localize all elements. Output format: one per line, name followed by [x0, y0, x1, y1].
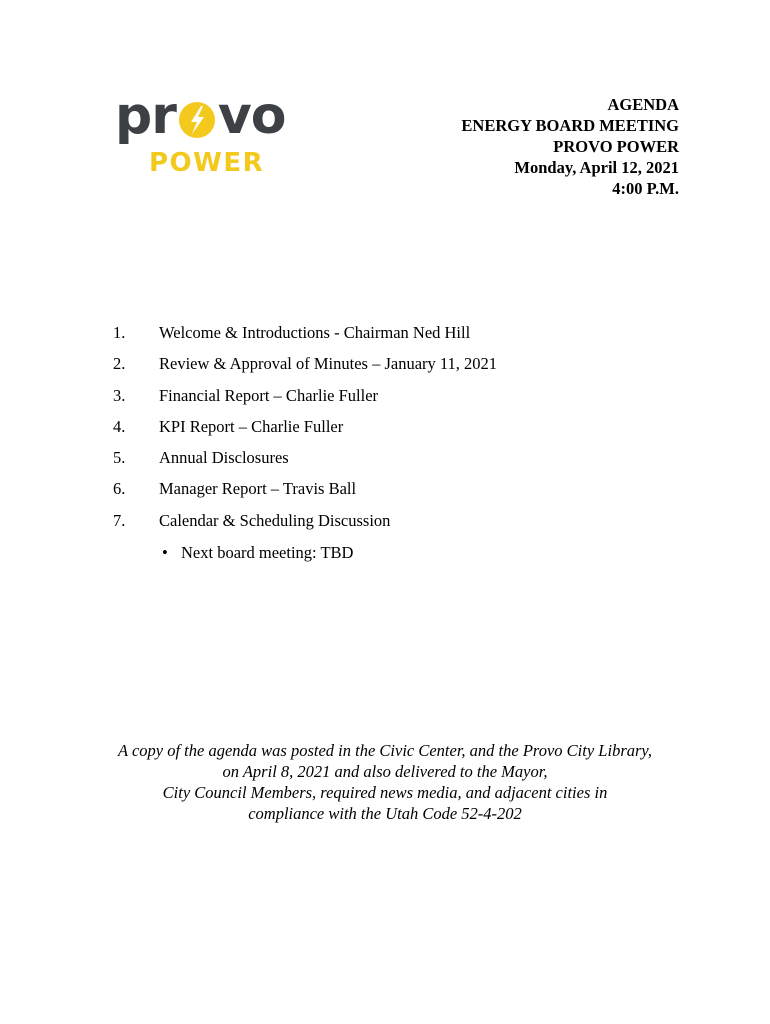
agenda-item-number: 6. [113, 479, 126, 499]
notice-line: A copy of the agenda was posted in the Civic Center, and the Provo City Library, [118, 741, 652, 760]
agenda-item-number: 2. [113, 354, 126, 374]
agenda-item-text: Calendar & Scheduling Discussion [159, 510, 391, 530]
agenda-item-text: Welcome & Introductions - Chairman Ned Hill [159, 323, 471, 342]
header-agenda: AGENDA [607, 95, 679, 114]
posting-notice [0, 740, 770, 824]
lightning-bolt-icon [177, 88, 217, 144]
agenda-sub-item [162, 542, 353, 563]
logo-wordmark [115, 88, 286, 144]
notice-line: on April 8, 2021 and also delivered to the Mayor, [222, 762, 548, 781]
agenda-item-text: Review & Approval of Minutes – January 11, 2021 [159, 354, 498, 374]
logo-subtitle: POWER [149, 148, 265, 178]
agenda-item-number: 1. [113, 323, 126, 342]
provo-power-logo [115, 88, 315, 180]
agenda-item-text: Annual Disclosures [159, 448, 289, 468]
agenda-item-text: KPI Report – Charlie Fuller [159, 416, 344, 436]
notice-line: compliance with the Utah Code 52-4-202 [248, 804, 522, 823]
logo-text-vo: vo [217, 86, 286, 146]
notice-line: City Council Members, required news media, and adjacent cities in [162, 783, 608, 802]
agenda-item-text: Manager Report – Travis Ball [159, 479, 357, 499]
agenda-item-number: 5. [113, 448, 126, 468]
header-meeting-name: ENERGY BOARD MEETING [461, 116, 679, 135]
agenda-item-number: 4. [113, 416, 126, 436]
header-date: Monday, April 12, 2021 [514, 158, 679, 177]
bullet-icon: • [162, 543, 168, 562]
sub-item-text: Next board meeting: TBD [181, 543, 354, 562]
agenda-item-text: Financial Report – Charlie Fuller [159, 385, 379, 405]
meeting-header [461, 94, 679, 199]
logo-text-pr: pr [115, 86, 176, 146]
header-organization: PROVO POWER [553, 137, 679, 156]
agenda-item-number: 7. [113, 510, 126, 530]
header-time: 4:00 P.M. [612, 179, 679, 198]
agenda-item-number: 3. [113, 385, 126, 405]
